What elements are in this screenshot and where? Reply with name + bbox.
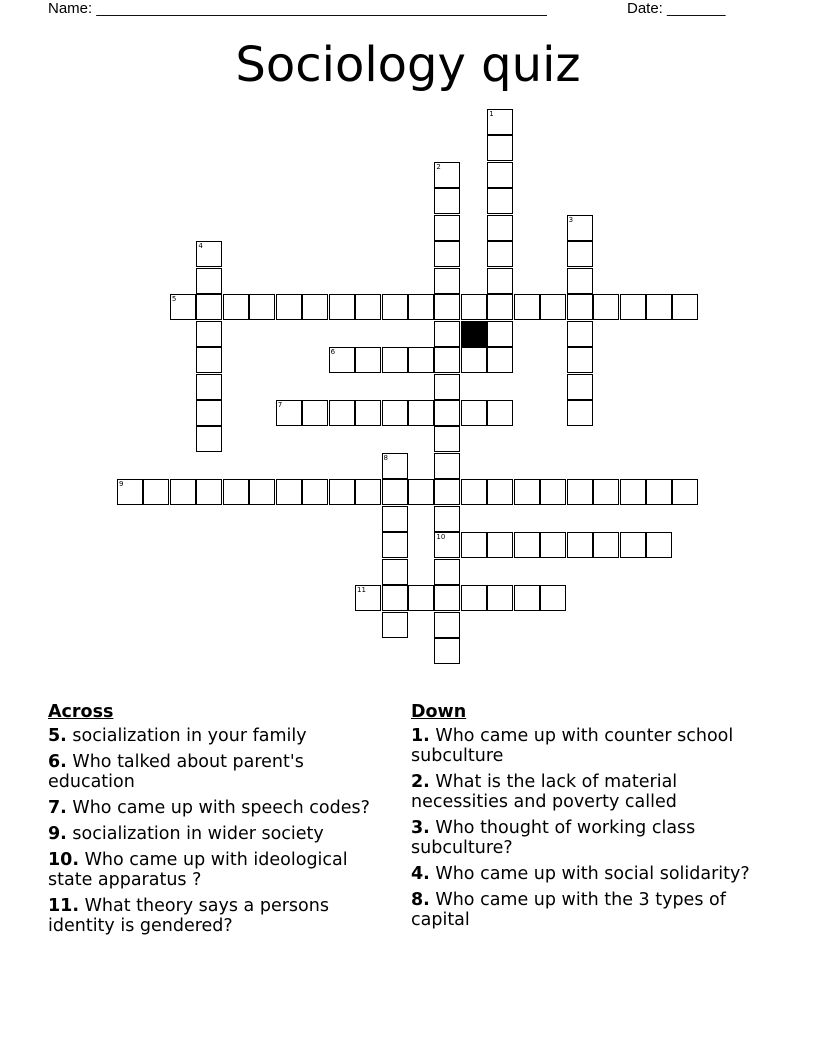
cell-number-5: 5 [171,295,177,304]
grid-cell[interactable] [434,215,460,241]
grid-cell[interactable] [461,585,487,611]
grid-cell[interactable] [487,188,513,214]
grid-cell[interactable] [196,426,222,452]
cell-number-4: 4 [198,242,203,251]
cell-number-1: 1 [489,110,494,118]
grid-cell[interactable] [672,479,698,505]
clue-across-7 [48,798,388,818]
grid-cell[interactable] [434,400,460,426]
cell-number-9: 9 [119,480,124,489]
grid-cell[interactable] [143,479,169,505]
grid-cell[interactable] [355,347,381,373]
clue-number: 2. [411,772,430,792]
grid-cell[interactable] [302,479,328,505]
cell-number-8: 8 [383,453,388,462]
clue-across-11 [48,896,388,936]
grid-cell[interactable] [567,479,593,505]
grid-cell[interactable] [434,294,460,320]
grid-cell[interactable] [382,612,408,638]
grid-cell[interactable] [196,268,222,294]
grid-cell[interactable] [487,532,513,558]
clue-number: 5. [48,726,67,746]
grid-cell[interactable] [434,479,460,505]
clue-down-4 [411,864,761,884]
grid-cell[interactable] [434,241,460,267]
down-clues [411,702,761,936]
grid-cell[interactable] [487,347,513,373]
clue-number: 4. [411,864,430,884]
grid-cell[interactable] [461,294,487,320]
grid-cell[interactable] [434,506,460,532]
grid-cell[interactable] [434,188,460,214]
grid-cell[interactable] [487,294,513,320]
grid-cell[interactable] [355,400,381,426]
cell-number-11: 11 [357,586,366,595]
grid-cell[interactable] [223,294,249,320]
grid-cell[interactable] [646,479,672,505]
grid-cell[interactable] [646,294,672,320]
grid-cell[interactable] [434,268,460,294]
grid-cell[interactable] [434,347,460,373]
grid-cell[interactable] [434,585,460,611]
grid-cell[interactable] [302,400,328,426]
grid-cell[interactable] [461,400,487,426]
grid-cell[interactable] [567,294,593,320]
clue-text: Who came up with social solidarity? [435,864,750,884]
grid-cell[interactable] [620,532,646,558]
grid-cell[interactable] [487,268,513,294]
grid-cell[interactable] [487,479,513,505]
grid-cell[interactable] [408,400,434,426]
grid-cell[interactable] [223,479,249,505]
grid-cell[interactable] [408,479,434,505]
clue-number: 8. [411,890,430,910]
grid-cell[interactable] [249,294,275,320]
grid-cell[interactable] [487,215,513,241]
grid-cell[interactable] [567,400,593,426]
grid-cell[interactable] [434,374,460,400]
clue-text: Who came up with speech codes? [72,798,370,818]
grid-cell[interactable] [487,241,513,267]
across-clues [48,702,388,942]
grid-cell[interactable] [276,479,302,505]
grid-cell[interactable] [196,294,222,320]
grid-cell[interactable] [196,479,222,505]
grid-cell[interactable] [382,585,408,611]
clue-number: 9. [48,824,67,844]
clue-number: 6. [48,752,67,772]
grid-cell[interactable] [196,374,222,400]
grid-cell[interactable] [434,559,460,585]
grid-cell[interactable] [487,321,513,347]
grid-cell[interactable] [170,479,196,505]
cell-number-7: 7 [277,400,283,409]
grid-cell[interactable] [434,321,460,347]
grid-cell[interactable] [567,374,593,400]
grid-cell[interactable] [434,426,460,452]
grid-cell[interactable] [646,532,672,558]
clue-text: socialization in your family [72,726,307,746]
blocked-cell [461,321,487,347]
clue-text: Who talked about parent's education [48,752,304,792]
clue-number: 1. [411,726,430,746]
grid-cell[interactable] [382,347,408,373]
clue-across-6 [48,752,388,792]
clue-text: What theory says a persons identity is gendered? [48,896,329,936]
grid-cell[interactable] [408,585,434,611]
grid-cell[interactable] [276,294,302,320]
grid-cell[interactable] [540,532,566,558]
clue-number: 3. [411,818,430,838]
grid-cell[interactable] [329,479,355,505]
clue-text: Who came up with ideological state apparatus ? [48,850,348,890]
grid-cell[interactable] [620,294,646,320]
grid-cell[interactable] [196,400,222,426]
grid-cell[interactable] [487,400,513,426]
cell-number-10: 10 [436,533,446,542]
clue-text: Who thought of working class subculture? [411,818,696,858]
grid-cell[interactable] [514,585,540,611]
clue-down-3 [411,818,761,858]
grid-cell[interactable] [355,479,381,505]
across-heading: Across [48,702,114,722]
down-heading: Down [411,702,467,722]
grid-cell[interactable] [196,347,222,373]
clue-number: 7. [48,798,67,818]
grid-cell[interactable] [514,532,540,558]
grid-cell[interactable] [329,294,355,320]
clue-down-2 [411,772,761,812]
clue-down-1 [411,726,761,766]
grid-cell[interactable] [382,559,408,585]
grid-cell[interactable] [514,294,540,320]
grid-cell[interactable] [567,532,593,558]
grid-cell[interactable] [593,294,619,320]
grid-cell[interactable] [382,479,408,505]
grid-cell[interactable] [461,347,487,373]
grid-cell[interactable] [461,479,487,505]
grid-cell[interactable] [355,294,381,320]
clue-number: 11. [48,896,80,916]
grid-cell[interactable] [487,135,513,161]
grid-cell[interactable] [302,294,328,320]
clue-down-8 [411,890,761,930]
grid-cell[interactable] [329,400,355,426]
cell-number-3: 3 [568,215,574,224]
clue-across-9 [48,824,388,844]
page-title: Sociology quiz [235,37,581,93]
grid-cell[interactable] [408,347,434,373]
clue-text: Who came up with counter school subculture [411,726,734,766]
grid-cell[interactable] [593,532,619,558]
grid-cell[interactable] [672,294,698,320]
grid-cell[interactable] [593,479,619,505]
date-field-label: Date: _______ [627,0,726,17]
grid-cell[interactable] [567,347,593,373]
grid-cell[interactable] [408,294,434,320]
cell-number-6: 6 [330,348,336,357]
grid-cell[interactable] [434,612,460,638]
grid-cell[interactable] [567,268,593,294]
grid-cell[interactable] [196,321,222,347]
grid-cell[interactable] [461,532,487,558]
clue-across-5 [48,726,388,746]
clue-text: socialization in wider society [72,824,324,844]
grid-cell[interactable] [434,638,460,664]
grid-cell[interactable] [382,506,408,532]
cell-number-2: 2 [436,162,441,171]
grid-cell[interactable] [487,162,513,188]
grid-cell[interactable] [487,585,513,611]
clue-text: What is the lack of material necessities and poverty called [411,772,678,812]
clue-number: 10. [48,850,80,870]
grid-cell[interactable] [540,479,566,505]
clue-text: Who came up with the 3 types of capital [411,890,726,930]
grid-cell[interactable] [382,532,408,558]
grid-cell[interactable] [567,321,593,347]
grid-cell[interactable] [540,294,566,320]
grid-cell[interactable] [514,479,540,505]
grid-cell[interactable] [382,400,408,426]
grid-cell[interactable] [620,479,646,505]
clue-across-10 [48,850,388,890]
name-field-label: Name: ______________________________________________________ [48,0,547,17]
grid-cell[interactable] [382,294,408,320]
grid-cell[interactable] [567,241,593,267]
grid-cell[interactable] [249,479,275,505]
grid-cell[interactable] [434,453,460,479]
grid-cell[interactable] [540,585,566,611]
